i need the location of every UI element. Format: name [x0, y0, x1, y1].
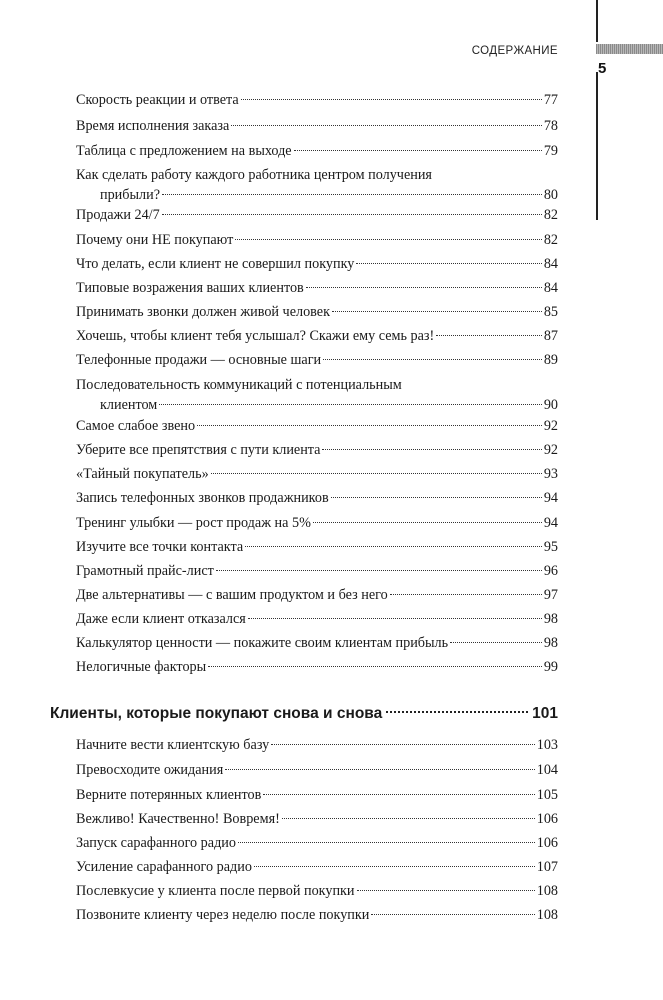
- toc-entry-title: Скорость реакции и ответа: [76, 92, 239, 108]
- toc-entry[interactable]: [76, 278, 558, 298]
- toc-entry[interactable]: [76, 881, 558, 901]
- toc-entry-page: 93: [543, 466, 558, 482]
- toc-entry-title: Вежливо! Качественно! Вовремя!: [76, 811, 280, 827]
- toc-entry-title: Что делать, если клиент не совершил покупку: [76, 256, 355, 272]
- toc-entry-title: Запись телефонных звонков продажников: [76, 490, 329, 506]
- toc-entry-page: 85: [543, 304, 558, 320]
- toc-entry[interactable]: [76, 561, 558, 581]
- toc-entry[interactable]: [76, 375, 558, 415]
- toc-entry-title: Типовые возражения ваших клиентов: [76, 280, 304, 296]
- toc-entry[interactable]: [76, 302, 558, 322]
- toc-entry-page: 82: [543, 232, 558, 248]
- toc-entry-title: Даже если клиент отказался: [76, 611, 246, 627]
- toc-entry-page: 103: [536, 737, 558, 753]
- toc-entry-title: Последовательность коммуникаций с потенциальным: [76, 377, 402, 393]
- toc-entry-page: 92: [543, 418, 558, 434]
- toc-entry-title: Таблица с предложением на выходе: [76, 143, 292, 159]
- page-number: 5: [598, 60, 607, 77]
- toc-entry-page: 106: [536, 835, 558, 851]
- toc-entry[interactable]: [76, 205, 558, 225]
- toc-entry-page: 82: [543, 207, 558, 223]
- toc-entry[interactable]: [76, 633, 558, 653]
- toc-entry-title: Начните вести клиентскую базу: [76, 737, 270, 753]
- toc-entry-title: Позвоните клиенту через неделю после покупки: [76, 907, 370, 923]
- toc-entry-title: Две альтернативы — с вашим продуктом и без него: [76, 587, 388, 603]
- toc-entry-page: 108: [536, 907, 558, 923]
- toc-entry-title: Усиление сарафанного радио: [76, 859, 252, 875]
- toc-entry-page: 94: [543, 515, 558, 531]
- toc-entry[interactable]: [76, 350, 558, 370]
- toc-entry[interactable]: [76, 905, 558, 925]
- toc-entry[interactable]: [76, 488, 558, 508]
- toc-entry-title: Почему они НЕ покупают: [76, 232, 234, 248]
- toc-entry[interactable]: [76, 254, 558, 274]
- toc-entry-title: Нелогичные факторы: [76, 659, 207, 675]
- toc-entry[interactable]: [76, 116, 558, 136]
- toc-entry-title: Продажи 24/7: [76, 207, 160, 223]
- toc-entry-title: Как сделать работу каждого работника центром получения: [76, 167, 432, 183]
- toc-entry-page: 97: [543, 587, 558, 603]
- toc-chapter-title: Клиенты, которые покупают снова и снова: [50, 705, 383, 722]
- toc-entry-title: Калькулятор ценности — покажите своим клиентам прибыль: [76, 635, 449, 651]
- toc-entry-title: Принимать звонки должен живой человек: [76, 304, 330, 320]
- toc-entry-title: Изучите все точки контакта: [76, 539, 244, 555]
- toc-entry-page: 98: [543, 635, 558, 651]
- toc-entry-title: Грамотный прайс-лист: [76, 563, 214, 579]
- toc-entry[interactable]: [76, 141, 558, 161]
- toc-entry-page: 95: [543, 539, 558, 555]
- toc-entry-page: 90: [543, 397, 558, 413]
- toc-entry-page: 89: [543, 352, 558, 368]
- toc-entry[interactable]: [76, 833, 558, 853]
- toc-entry-page: 108: [536, 883, 558, 899]
- toc-entry-title: Хочешь, чтобы клиент тебя услышал? Скажи ему семь раз!: [76, 328, 435, 344]
- toc-entry-title: Время исполнения заказа: [76, 118, 230, 134]
- toc-entry[interactable]: [76, 785, 558, 805]
- toc-entry[interactable]: [76, 230, 558, 250]
- toc-entry[interactable]: [76, 857, 558, 877]
- section-title: СОДЕРЖАНИЕ: [471, 45, 558, 57]
- toc-entry[interactable]: [76, 513, 558, 533]
- toc-entry[interactable]: [76, 90, 558, 110]
- toc-entry-page: 92: [543, 442, 558, 458]
- toc-chapter-page: 101: [532, 705, 558, 722]
- toc-entry-title: Уберите все препятствия с пути клиента: [76, 442, 321, 458]
- toc-entry[interactable]: [76, 464, 558, 484]
- toc-entry[interactable]: [76, 537, 558, 557]
- toc-entry-title: Самое слабое звено: [76, 418, 196, 434]
- toc-entry[interactable]: [76, 416, 558, 436]
- toc-entry-page: 96: [543, 563, 558, 579]
- toc-entry-title: Верните потерянных клиентов: [76, 787, 262, 803]
- toc-entry-title: Превосходите ожидания: [76, 762, 224, 778]
- toc-entry-page: 104: [536, 762, 558, 778]
- toc-entry-page: 78: [543, 118, 558, 134]
- toc-entry-page: 84: [543, 280, 558, 296]
- toc-entry[interactable]: [76, 440, 558, 460]
- toc-entry-page: 79: [543, 143, 558, 159]
- toc-entry-page: 98: [543, 611, 558, 627]
- toc-entry-page: 107: [536, 859, 558, 875]
- toc-entry[interactable]: [76, 165, 558, 205]
- toc-entry-page: 87: [543, 328, 558, 344]
- toc-chapter[interactable]: [50, 703, 558, 725]
- toc-entry[interactable]: [76, 657, 558, 677]
- toc-entry-page: 84: [543, 256, 558, 272]
- toc-entry-title-cont: прибыли?: [100, 187, 160, 203]
- toc-entry-page: 99: [543, 659, 558, 675]
- toc-entry[interactable]: [76, 760, 558, 780]
- toc-entry[interactable]: [76, 609, 558, 629]
- toc-entry[interactable]: [76, 735, 558, 755]
- toc-entry-title: Телефонные продажи — основные шаги: [76, 352, 322, 368]
- toc-entry-page: 94: [543, 490, 558, 506]
- toc-entry-page: 77: [543, 92, 558, 108]
- toc-entry-title-cont: клиентом: [100, 397, 158, 413]
- toc-entry-title: Запуск сарафанного радио: [76, 835, 236, 851]
- toc-entry-page: 80: [543, 187, 558, 203]
- toc-entry-page: 106: [536, 811, 558, 827]
- toc-entry-title: «Тайный покупатель»: [76, 466, 209, 482]
- toc-entry[interactable]: [76, 585, 558, 605]
- toc-entry-title: Послевкусие у клиента после первой покупки: [76, 883, 355, 899]
- toc-entry-title: Тренинг улыбки — рост продаж на 5%: [76, 515, 311, 531]
- toc-entry-page: 105: [536, 787, 558, 803]
- toc-entry[interactable]: [76, 326, 558, 346]
- toc-entry[interactable]: [76, 809, 558, 829]
